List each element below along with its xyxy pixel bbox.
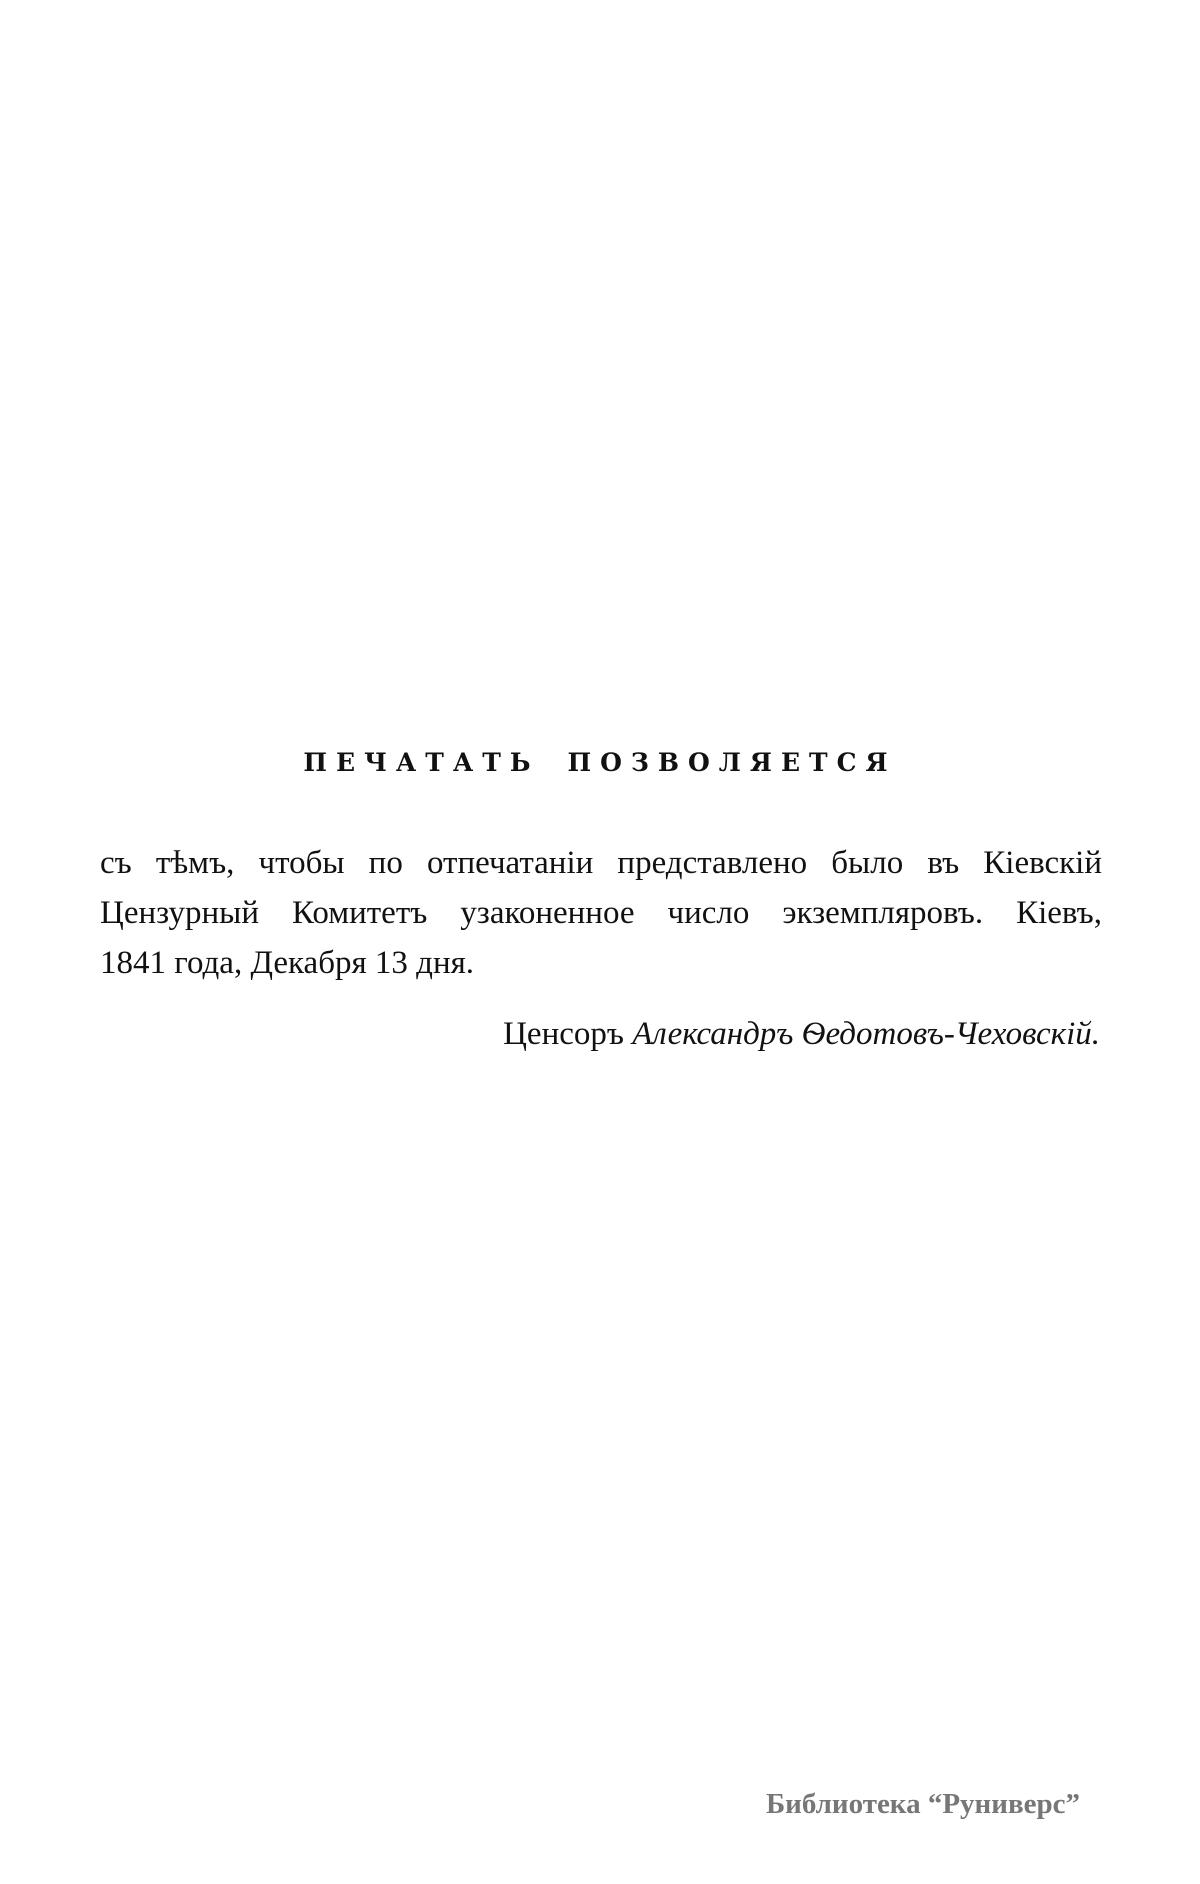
heading-word-allowed: ПОЗВОЛЯЕТСЯ xyxy=(567,748,897,777)
permission-line-2: Цензурный Комитетъ узаконенное число экземпляровъ. Кіевъ, xyxy=(100,895,1102,931)
library-watermark: Библиотека “Руниверс” xyxy=(765,1788,1080,1820)
censor-title: Ценсоръ xyxy=(503,1016,624,1052)
censor-signature xyxy=(480,1016,1100,1053)
permission-line-1: съ тѣмъ, чтобы по отпечатаніи представлено было въ Кіевскій xyxy=(100,845,1102,881)
censor-name: Александръ Ѳедотовъ-Чеховскій. xyxy=(632,1016,1100,1052)
heading-word-print: ПЕЧАТАТЬ xyxy=(303,748,540,777)
permission-line-3: 1841 года, Декабря 13 дня. xyxy=(100,945,475,981)
imprimatur-heading xyxy=(240,748,960,777)
